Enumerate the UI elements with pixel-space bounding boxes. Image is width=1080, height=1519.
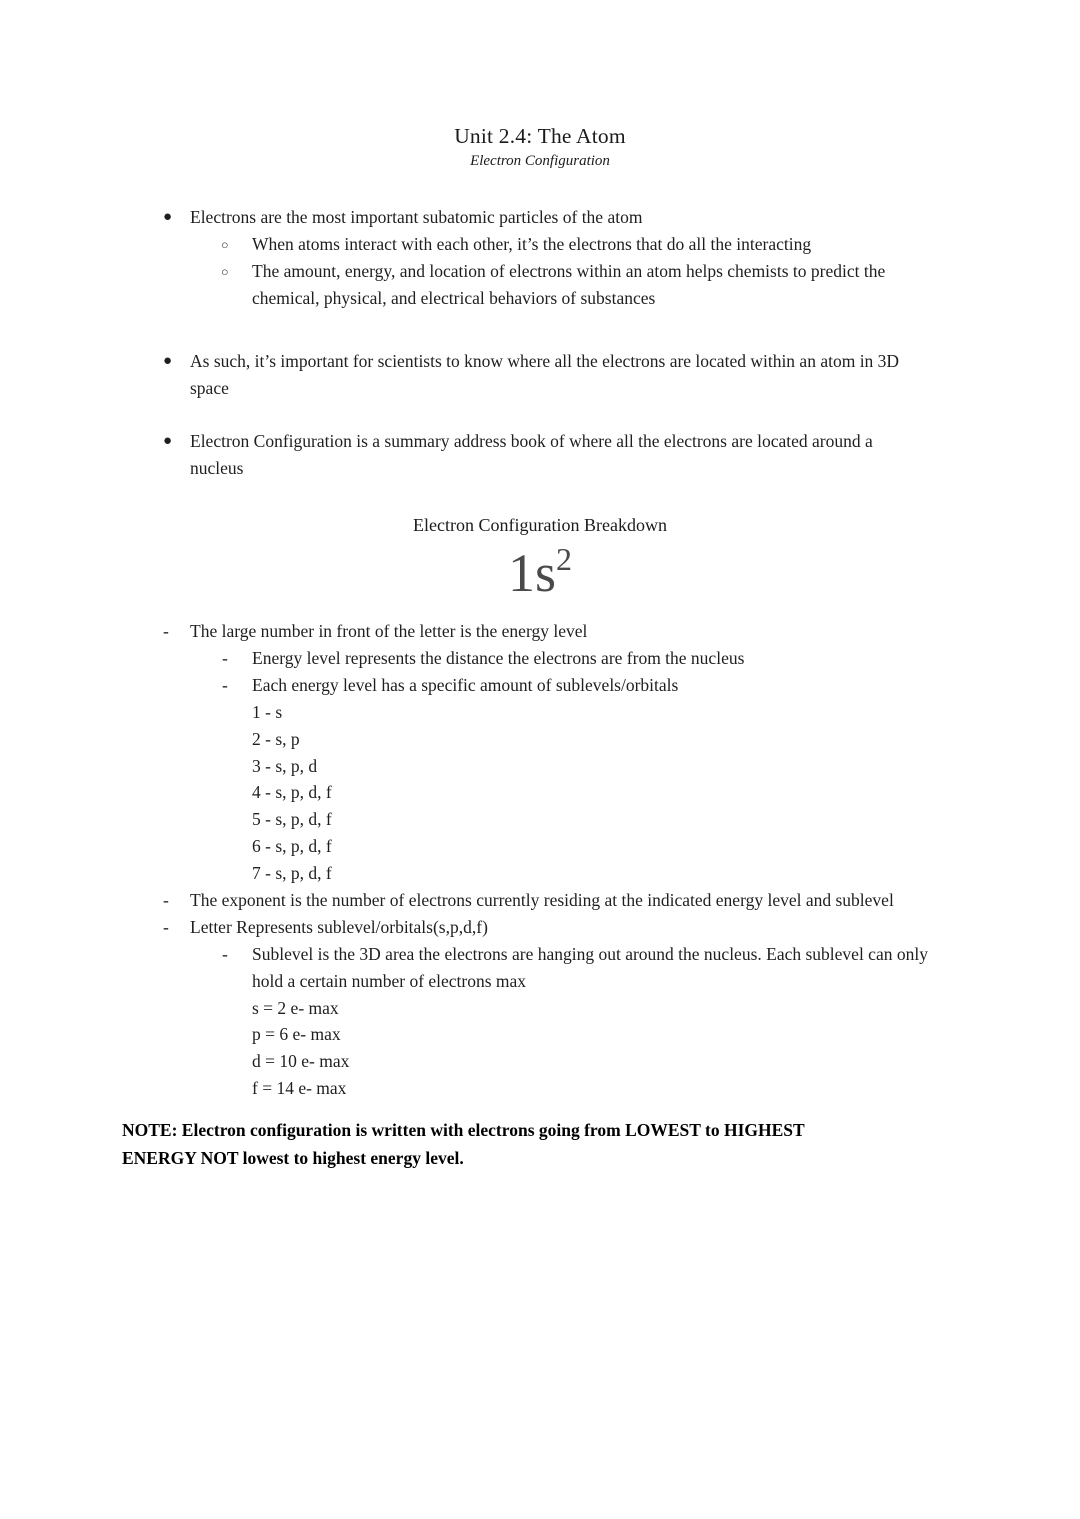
page-title: Unit 2.4: The Atom bbox=[454, 124, 626, 148]
page-subtitle: Electron Configuration bbox=[470, 153, 610, 169]
note-line: ENERGY NOT lowest to highest energy level. bbox=[122, 1147, 464, 1168]
list-item-label: Sublevel is the 3D area the electrons are hanging out around the nucleus. Each sublevel can only hold a certain number of electrons max bbox=[252, 943, 928, 991]
note-line: NOTE: Electron configuration is written with electrons going from LOWEST to HIGHEST bbox=[122, 1119, 805, 1140]
circle-bullet-icon: ○ bbox=[221, 265, 229, 279]
document-page bbox=[0, 122, 1080, 1519]
list-item bbox=[221, 258, 932, 312]
list-item-label: When atoms interact with each other, it’s the electrons that do all the interacting bbox=[252, 234, 812, 254]
list-item-label: Letter Represents sublevel/orbitals(s,p,d,f) bbox=[190, 916, 488, 937]
dash-bullet-icon: - bbox=[222, 675, 228, 695]
list-item-label: Electron Configuration is a summary address book of where all the electrons are located around a nucleus bbox=[190, 431, 873, 478]
list-item bbox=[163, 428, 930, 482]
list-item bbox=[163, 618, 940, 645]
sublevel-max-row: p = 6 e- max bbox=[252, 1024, 341, 1045]
list-item-label: The exponent is the number of electrons currently residing at the indicated energy level and sublevel bbox=[190, 889, 894, 910]
circle-bullet-icon: ○ bbox=[221, 238, 229, 252]
note-block bbox=[122, 1116, 930, 1172]
list-item bbox=[163, 204, 930, 231]
sublevel-max-row: f = 14 e- max bbox=[252, 1077, 347, 1098]
electron-configuration-formula bbox=[0, 540, 1080, 606]
list-item-label: Energy level represents the distance the electrons are from the nucleus bbox=[252, 648, 745, 668]
list-item-label: Each energy level has a specific amount of sublevels/orbitals bbox=[252, 675, 679, 695]
energy-level-row: 4 - s, p, d, f bbox=[252, 782, 332, 803]
list-item-label: Electrons are the most important subatomic particles of the atom bbox=[190, 207, 643, 227]
list-item bbox=[222, 672, 940, 699]
spacer bbox=[0, 402, 1080, 428]
energy-level-row: 6 - s, p, d, f bbox=[252, 835, 332, 856]
breakdown-heading: Electron Configuration Breakdown bbox=[413, 515, 667, 535]
list-item-label: The large number in front of the letter is the energy level bbox=[190, 621, 588, 641]
energy-level-row: 1 - s bbox=[252, 702, 283, 722]
list-item bbox=[222, 645, 940, 672]
list-item bbox=[163, 348, 930, 402]
energy-level-row: 3 - s, p, d bbox=[252, 755, 318, 776]
disc-bullet-icon: ● bbox=[163, 353, 173, 369]
list-item bbox=[163, 887, 940, 914]
disc-bullet-icon: ● bbox=[163, 209, 173, 225]
section-intro bbox=[0, 204, 1080, 482]
list-item bbox=[222, 941, 940, 995]
dash-bullet-icon: - bbox=[163, 621, 169, 641]
dash-bullet-icon: - bbox=[222, 943, 228, 964]
list-item-label: The amount, energy, and location of electrons within an atom helps chemists to predict the chemical, physical, and electrical behaviors of substances bbox=[252, 261, 886, 308]
spacer bbox=[0, 312, 1080, 348]
dash-bullet-icon: - bbox=[163, 889, 169, 910]
document-header bbox=[0, 122, 1080, 172]
dash-bullet-icon: - bbox=[163, 916, 169, 937]
list-item bbox=[163, 914, 940, 941]
energy-level-row: 7 - s, p, d, f bbox=[252, 862, 332, 883]
energy-level-row: 2 - s, p bbox=[252, 728, 300, 749]
disc-bullet-icon: ● bbox=[163, 433, 173, 449]
sublevel-max-row: s = 2 e- max bbox=[252, 997, 339, 1018]
dash-bullet-icon: - bbox=[222, 648, 228, 668]
list-item bbox=[221, 231, 932, 258]
section-exponent bbox=[0, 887, 1080, 1102]
formula-base: 1s bbox=[507, 543, 556, 603]
energy-level-row: 5 - s, p, d, f bbox=[252, 809, 332, 830]
sublevel-max-row: d = 10 e- max bbox=[252, 1051, 350, 1072]
section-energy-level bbox=[0, 618, 1080, 887]
list-item-label: As such, it’s important for scientists to know where all the electrons are located within an atom in 3D space bbox=[190, 351, 900, 398]
formula-exponent: 2 bbox=[556, 541, 572, 577]
